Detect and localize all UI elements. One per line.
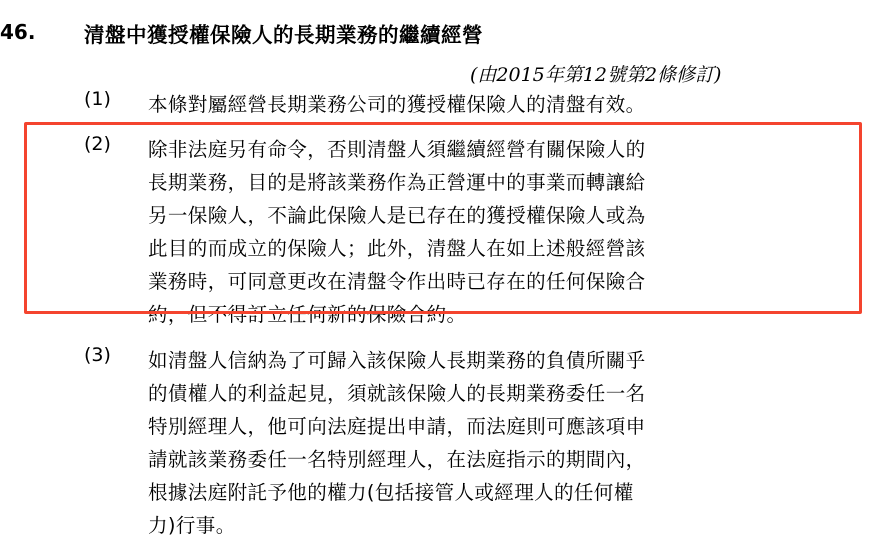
paragraph-3-body bbox=[148, 344, 784, 542]
paragraph-1-line: 本條對屬經營長期業務公司的獲授權保險人的清盤有效。 bbox=[148, 93, 646, 116]
paragraph-2 bbox=[84, 133, 784, 331]
paragraph-1 bbox=[84, 88, 784, 121]
paragraph-3-line: 請就該業務委任一名特別經理人，在法庭指示的期間內， bbox=[148, 448, 646, 471]
paragraph-2-line: 業務時，可同意更改在清盤令作出時已存在的任何保險合 bbox=[148, 270, 646, 293]
paragraph-3-line: 力)行事。 bbox=[148, 514, 236, 537]
paragraph-2-line: 另一保險人，不論此保險人是已存在的獲授權保險人或為 bbox=[148, 204, 646, 227]
paragraph-2-line: 除非法庭另有命令，否則清盤人須繼續經營有關保險人的 bbox=[148, 138, 646, 161]
paragraph-3-line: 的債權人的利益起見，須就該保險人的長期業務委任一名 bbox=[148, 382, 646, 405]
paragraph-2-line: 此目的而成立的保險人；此外，清盤人在如上述般經營該 bbox=[148, 237, 646, 260]
paragraph-2-marker: (2) bbox=[84, 133, 111, 155]
paragraph-3-line: 根據法庭附託予他的權力(包括接管人或經理人的任何權 bbox=[148, 481, 634, 504]
section-heading bbox=[0, 12, 890, 52]
paragraph-3-line: 如清盤人信納為了可歸入該保險人長期業務的負債所關乎 bbox=[148, 349, 646, 372]
paragraph-1-body bbox=[148, 88, 784, 121]
amendment-note: (由2015年第12號第2條修訂) bbox=[470, 64, 722, 86]
paragraph-3-line: 特別經理人，他可向法庭提出申請，而法庭則可應該項申 bbox=[148, 415, 646, 438]
paragraph-2-line: 長期業務，目的是將該業務作為正營運中的事業而轉讓給 bbox=[148, 171, 646, 194]
paragraph-2-body bbox=[148, 133, 784, 331]
paragraph-3-marker: (3) bbox=[84, 344, 111, 366]
paragraph-3 bbox=[84, 344, 784, 542]
section-number: 46. bbox=[0, 20, 36, 44]
paragraph-1-marker: (1) bbox=[84, 88, 111, 110]
paragraph-2-line: 約，但不得訂立任何新的保險合約。 bbox=[148, 303, 467, 326]
section-title: 清盤中獲授權保險人的長期業務的繼續經營 bbox=[84, 23, 483, 47]
